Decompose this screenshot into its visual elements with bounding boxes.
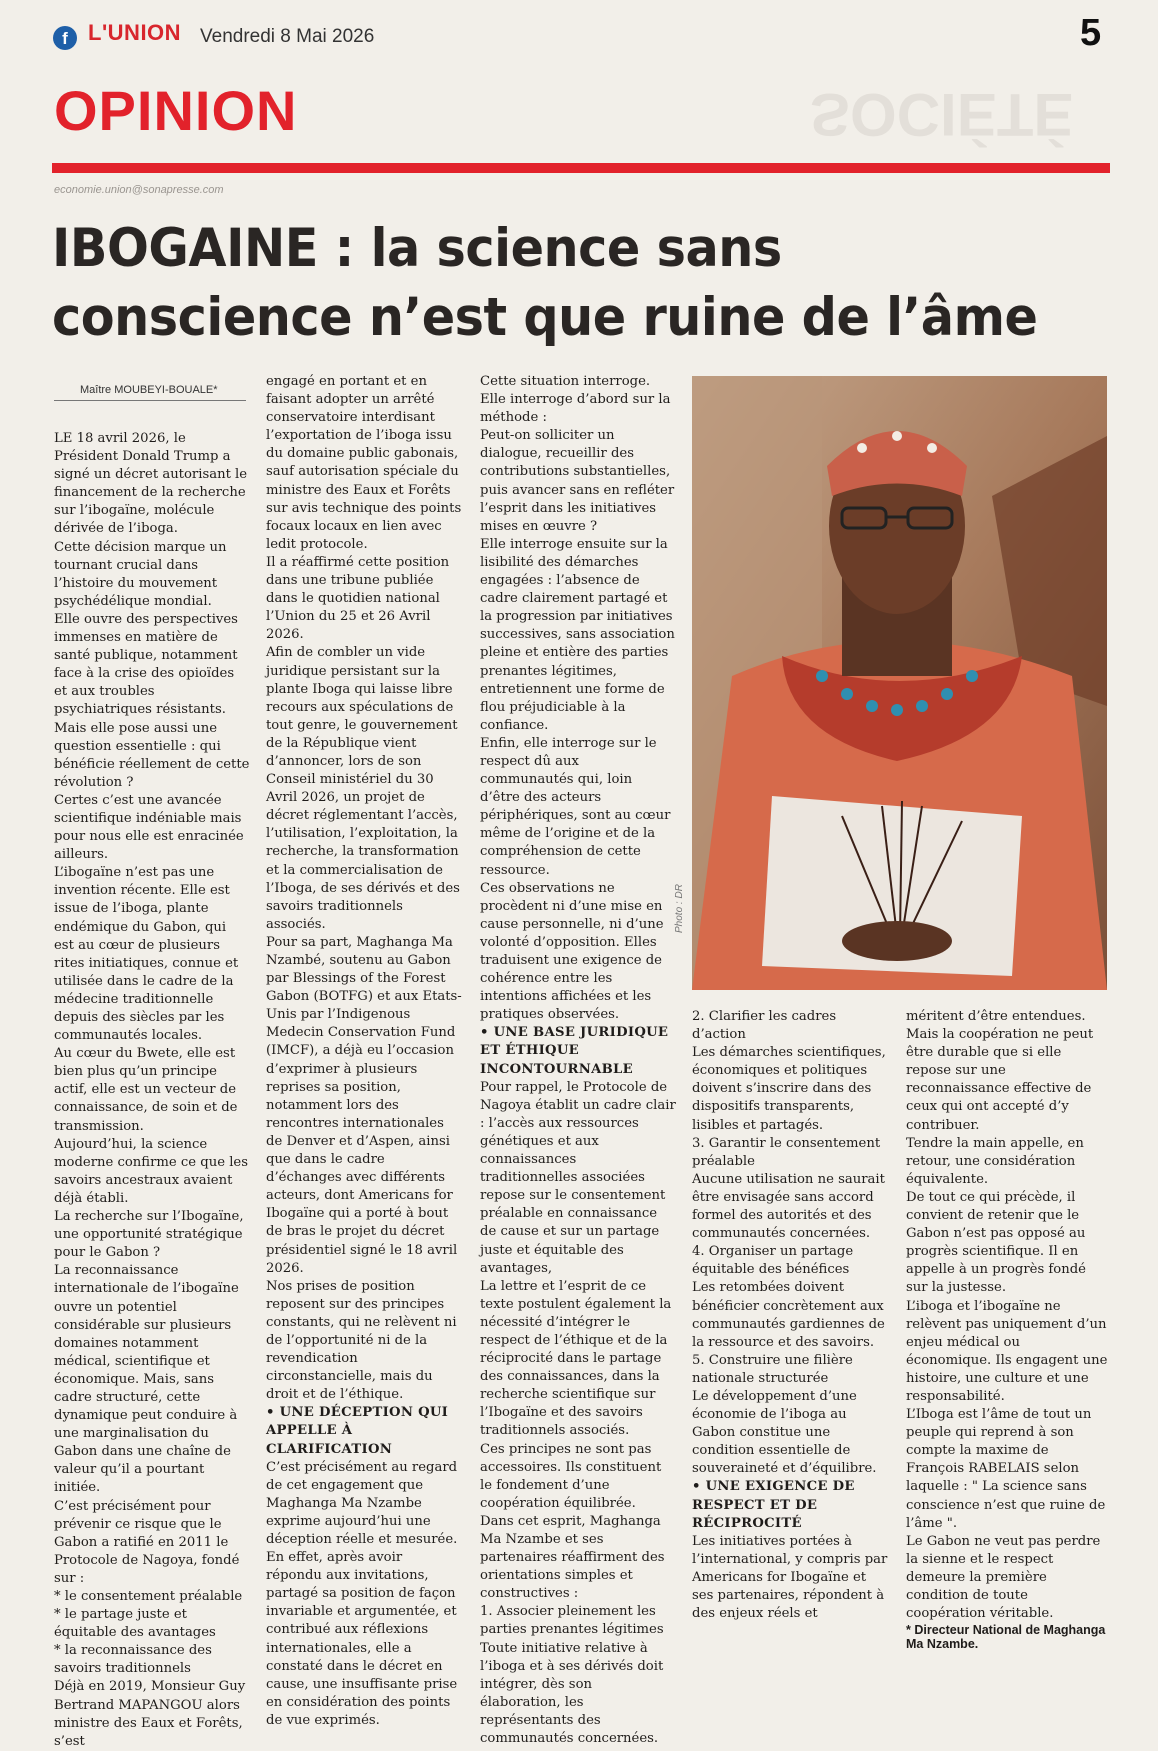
numbered-heading: 1. Associer pleinement les parties prenantes légitimes [480,1604,664,1638]
paragraph: Toute initiative relative à l’iboga et à ses dérivés doit intégrer, dès son élaboration, les représentants des communautés concernées. [480,1640,664,1747]
subheading: • UNE BASE JURIDIQUE ET ÉTHIQUE INCONTOURNABLE [480,1025,669,1077]
list-item: * le partage juste et équitable des avantages [54,1607,216,1641]
paragraph: Cette situation interroge. [480,374,651,389]
numbered-heading: 2. Clarifier les cadres d’action [692,1009,837,1043]
background-show-through-text: SOCIÉTÉ [810,81,1074,148]
paragraph: Les initiatives portées à l’international, y compris par Americans for Ibogaïne et ses partenaires, répondent à des enjeux réels et [692,1533,888,1622]
photo-credit: Photo : DR [674,884,685,933]
paragraph: Nos prises de position reposent sur des principes constants, qui ne relèvent ni de l’opportunité ni de la revendication circonstancielle, mais du droit et de l’éthique. [266,1278,457,1403]
paragraph: L’Iboga est l’âme de tout un peuple qui reprend à son compte la maxime de François RABELAIS selon laquelle : " La science sans conscience n’est que ruine de l’âme ". [906,1407,1106,1531]
paragraph: Au cœur du Bwete, elle est bien plus qu’un principe actif, elle est un vecteur de connaissance, de soin et de transmission. [54,1046,238,1134]
paragraph: La reconnaissance internationale de l’ibogaïne ouvre un potentiel considérable sur plusieurs domaines notamment médical, scientifique et économique. Mais, sans cadre structuré, cette dynamique peut conduire à une marginalisation du Gabon dans une chaîne de valeur qu’il a pourtant initiée. [54,1263,239,1496]
paragraph: La lettre et l’esprit de ce texte postulent également la nécessité d’intégrer le respect de l’éthique et de la réciprocité dans le partage des connaissances, dans la recherche scientifique sur l’Ibogaïne et des savoirs traditionnels associés. [480,1278,672,1439]
paragraph: La recherche sur l’Ibogaïne, une opportunité stratégique pour le Gabon ? [54,1209,244,1261]
paragraph: Pour rappel, le Protocole de Nagoya établit un cadre clair : l’accès aux ressources génétiques et aux connaissances traditionnelles associées repose sur le consentement préalable en connaissance de cause et sur un partage juste et équitable des avantages, [480,1079,676,1276]
text-column-3 [480,373,676,1748]
paragraph: Mais elle pose aussi une question essentielle : qui bénéficie réellement de cette révolution ? [54,720,250,790]
numbered-heading: 3. Garantir le consentement préalable [692,1135,881,1169]
paragraph: Mais la coopération ne peut être durable que si elle repose sur une reconnaissance effective de ceux qui ont accepté d’y contribuer. [906,1027,1094,1133]
paragraph: Aujourd’hui, la science moderne confirme ce que les savoirs ancestraux avaient déjà établi. [54,1136,249,1206]
paragraph: Dans cet esprit, Maghanga Ma Nzambe et ses partenaires réaffirment des orientations simples et constructives : [480,1513,665,1602]
paragraph: Peut-on solliciter un dialogue, recueillir des contributions substantielles, puis avancer sans en refléter l’esprit dans les initiatives mises en œuvre ? [480,428,675,534]
paragraph: L’iboga et l’ibogaïne ne relèvent pas uniquement d’un enjeu médical ou économique. Ils engagent une histoire, une culture et une responsabilité. [906,1298,1108,1404]
byline-divider [54,400,246,401]
paragraph: Il a réaffirmé cette position dans une tribune publiée dans le quotidien national l’Union du 25 et 26 Avril 2026. [266,554,450,643]
paragraph: Les démarches scientifiques, économiques et politiques doivent s’inscrire dans des dispositifs transparents, lisibles et partagés. [692,1045,886,1133]
subheading: • UNE DÉCEPTION QUI APPELLE À CLARIFICATION [266,1405,449,1457]
paragraph: C’est précisément pour prévenir ce risque que le Gabon a ratifié en 2011 le Protocole de Nagoya, fondé sur : [54,1498,240,1586]
paragraph: Déjà en 2019, Monsieur Guy Bertrand MAPANGOU alors ministre des Eaux et Forêts, s’est [54,1679,246,1749]
paragraph: Afin de combler un vide juridique persistant sur la plante Iboga qui laisse libre recours aux spéculations de tout genre, le gouvernement de la République vient d’annoncer, lors de son Conseil ministériel du 30 Avril 2026, un projet de décret réglementant l’accès, l’utilisation, l’exploitation, la recherche, la transformation et la commercialisation de l’Iboga, de ses dérivés et des savoirs traditionnels associés. [266,645,460,932]
text-column-5 [906,1008,1108,1651]
facebook-icon: f [53,26,77,50]
paragraph: De tout ce qui précède, il convient de retenir que le Gabon n’est pas opposé au progrès scientifique. Il en appelle à un progrès fondé sur la justesse. [906,1189,1086,1296]
text-column-4 [692,1008,888,1623]
numbered-heading: 4. Organiser un partage équitable des bénéfices [692,1244,854,1278]
article-photo [692,376,1107,990]
list-item: * la reconnaissance des savoirs traditionnels [54,1643,212,1677]
page-number: 5 [1080,12,1102,54]
paragraph: LE 18 avril 2026, le Président Donald Trump a signé un décret autorisant le financement de la recherche sur l’ibogaïne, molécule dérivée de l’iboga. [54,431,248,537]
text-column-1 [54,430,250,1751]
paragraph: L’ibogaïne n’est pas une invention récente. Elle est issue de l’iboga, plante endémique du Gabon, qui est au cœur de plusieurs rites initiatiques, connue et utilisée dans le cadre de la médecine traditionnelle depuis des siècles par les communautés locales. [54,865,239,1044]
section-title: OPINION [54,79,298,142]
paragraph: Certes c’est une avancée scientifique indéniable mais pour nous elle est enracinée ailleurs. [54,792,244,863]
section-divider [52,163,1110,173]
numbered-heading: 5. Construire une filière nationale structurée [692,1352,853,1386]
headline-line-2: conscience n’est que ruine de l’âme [52,287,1038,348]
paragraph: Cette décision marque un tournant crucial dans l’histoire du mouvement psychédélique mondial. [54,539,227,609]
paragraph: C’est précisément au regard de cet engagement que Maghanga Ma Nzambe exprime aujourd’hui une déception réelle et mesurée. En effet, après avoir répondu aux invitations, partagé sa position de façon invariable et argumentée, et contribué aux réflexions internationales, elle a constaté dans le décret en cause, une insuffisante prise en considération des points de vue exprimés. [266,1459,458,1728]
paragraph: engagé en portant et en faisant adopter un arrêté conservatoire interdisant l’exportation de l’iboga issu du domaine public gabonais, sauf autorisation spéciale du ministre des Eaux et Forêts sur avis technique des points focaux locaux en lien avec ledit protocole. [266,374,462,552]
list-item: * le consentement préalable [54,1589,243,1604]
paragraph: Enfin, elle interroge sur le respect dû aux communautés qui, loin d’être des acteurs périphériques, sont au cœur même de l’origine et de la compréhension de cette ressource. [480,735,671,878]
newspaper-brand: L'UNION [88,20,182,45]
text-column-2 [266,373,462,1730]
portrait-illustration [692,376,1107,990]
paragraph: Le Gabon ne veut pas perdre la sienne et le respect demeure la première condition de toute coopération véritable. [906,1533,1101,1622]
author-signature: * Directeur National de Maghanga Ma Nzambe. [906,1623,1106,1652]
paragraph: méritent d’être entendues. [906,1009,1086,1024]
headline-line-1: IBOGAINE : la science sans [52,218,782,279]
paragraph: Le développement d’une économie de l’iboga au Gabon constitue une condition essentielle de souveraineté et d’équilibre. [692,1388,877,1477]
section-email: economie.union@sonapresse.com [54,184,224,196]
paragraph: Pour sa part, Maghanga Ma Nzambé, soutenu au Gabon par Blessings of the Forest Gabon (BOTFG) et aux Etats-Unis par l’Indigenous Medecin Conservation Fund (IMCF), a déjà eu l’occasion d’exprimer à plusieurs reprises sa position, notamment lors des rencontres internationales de Denver et d’Aspen, ainsi que dans le cadre d’échanges avec différents acteurs, dont Americans for Ibogaïne qui a porté à bout de bras le projet du décret présidentiel signé le 18 avril 2026. [266,934,462,1276]
paragraph: Elle interroge d’abord sur la méthode : [480,392,671,426]
paragraph: Les retombées doivent bénéficier concrètement aux communautés gardiennes de la ressource et des savoirs. [692,1280,885,1350]
paragraph: Ces principes ne sont pas accessoires. Ils constituent le fondement d’une coopération équilibrée. [480,1441,662,1511]
byline: Maître MOUBEYI-BOUALE* [80,384,218,396]
paragraph: Tendre la main appelle, en retour, une considération équivalente. [906,1135,1084,1187]
subheading: • UNE EXIGENCE DE RESPECT ET DE RÉCIPROCITÉ [692,1479,855,1531]
paragraph: Elle ouvre des perspectives immenses en matière de santé publique, notamment face à la crise des opioïdes et aux troubles psychiatriques résistants. [54,611,238,718]
paragraph: Elle interroge ensuite sur la lisibilité des démarches engagées : l’absence de cadre clairement partagé et la progression par initiatives successives, sans association pleine et entière des parties prenantes légitimes, entretiennent une forme de flou préjudiciable à la confiance. [480,536,675,733]
issue-date: Vendredi 8 Mai 2026 [200,26,375,47]
paragraph: Aucune utilisation ne saurait être envisagée sans accord formel des autorités et des communautés concernées. [692,1171,885,1242]
paragraph: Ces observations ne procèdent ni d’une mise en cause personnelle, ni d’une volonté d’opposition. Elles traduisent une exigence de cohérence entre les intentions affichées et les pratiques observées. [480,880,664,1023]
article-headline [52,214,1047,352]
